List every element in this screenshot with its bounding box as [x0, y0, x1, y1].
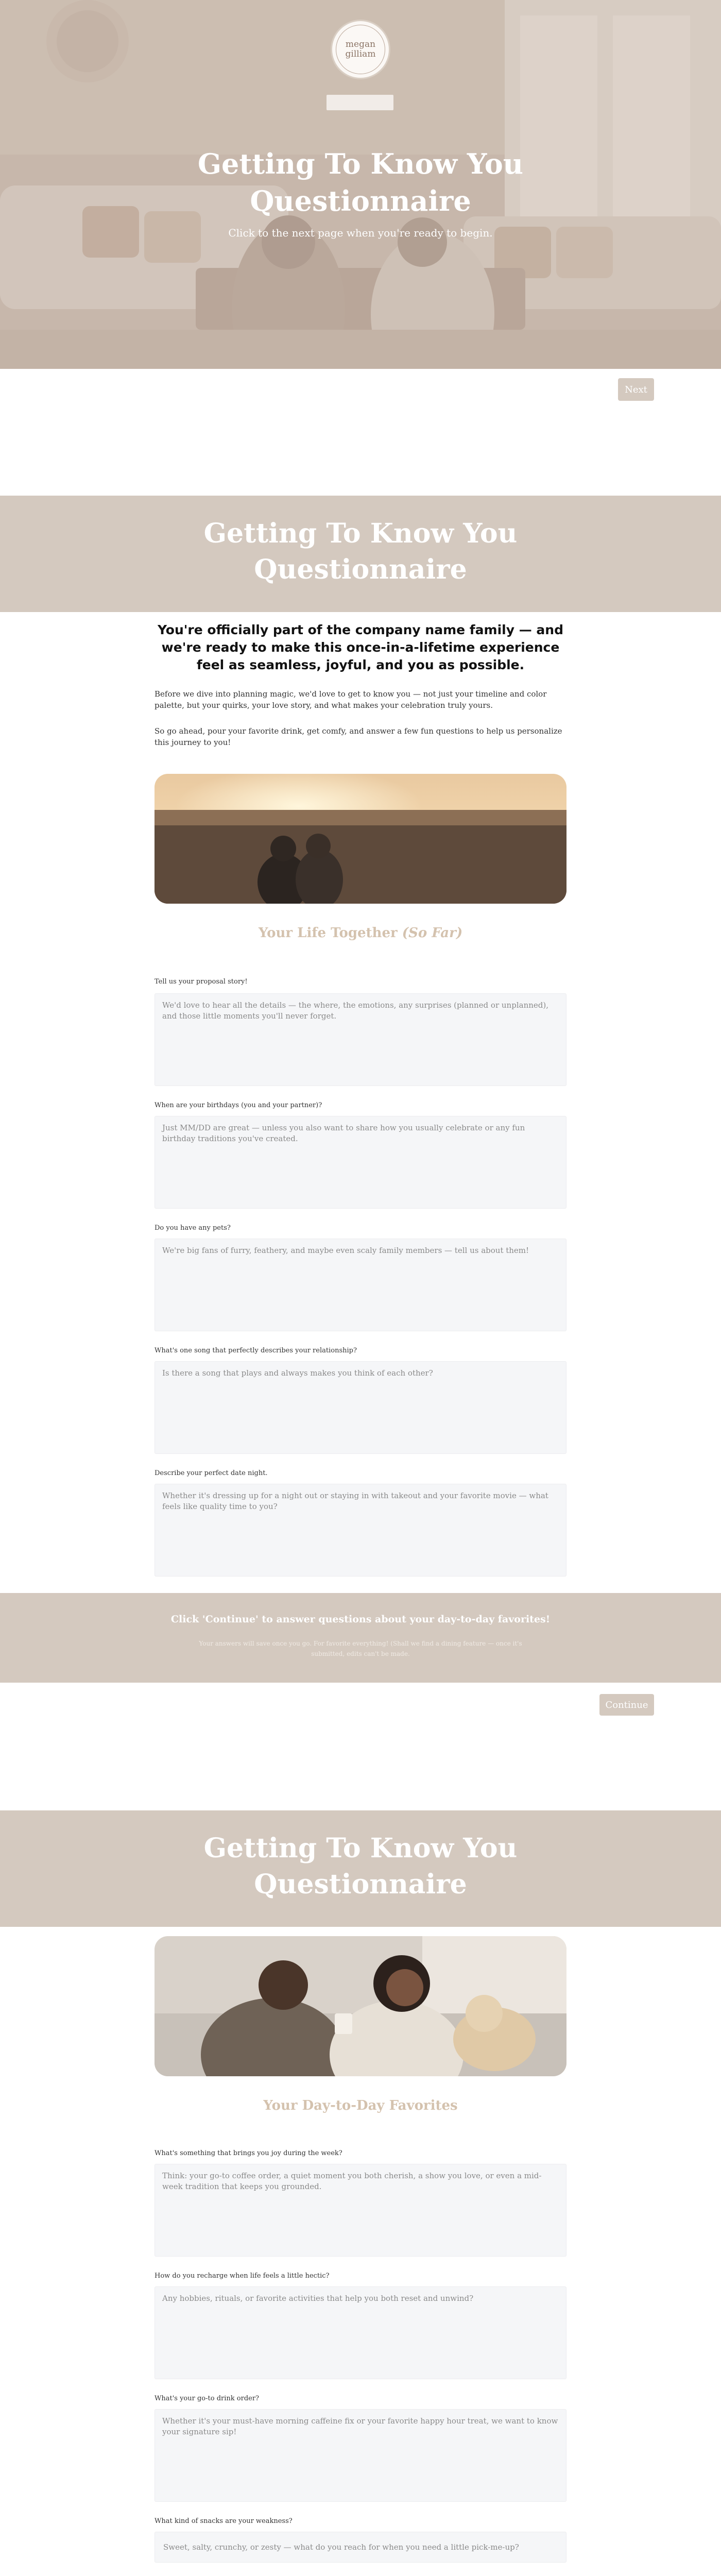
life-together-heading-em: (So Far) — [402, 925, 463, 941]
brand-logo — [331, 20, 390, 79]
couple-with-dog-photo — [154, 1936, 566, 2076]
question-label-song: What's one song that perfectly describes your relationship? — [154, 1347, 357, 1354]
question-label-proposal: Tell us your proposal story! — [154, 978, 248, 986]
continue-button-page-2[interactable]: Continue — [599, 1694, 654, 1716]
page-2-info-bar — [0, 1593, 721, 1683]
hero-section — [0, 0, 721, 369]
logo-line-1: megan — [345, 39, 376, 50]
life-together-heading — [154, 925, 566, 941]
pets-field[interactable] — [154, 1239, 566, 1331]
logo-line-2: gilliam — [345, 49, 376, 59]
day-to-day-heading: Your Day-to-Day Favorites — [263, 2098, 458, 2113]
page-3-banner-title: Getting To Know You Questionnaire — [203, 1833, 518, 1900]
beach-couple-image — [154, 774, 566, 904]
intro-paragraph-2: So go ahead, pour your favorite drink, get comfy, and answer a few fun questions to help us personalize this journey to you! — [154, 726, 562, 747]
brand-logo-ring — [336, 25, 385, 74]
page-3-banner — [0, 1810, 721, 1927]
hero-menu-pill[interactable] — [327, 95, 393, 110]
question-label-weekly-joy: What's something that brings you joy during the week? — [154, 2149, 342, 2157]
date-night-field[interactable] — [154, 1484, 566, 1577]
hero-subtitle: Click to the next page when you're ready to begin. — [228, 227, 493, 239]
question-label-recharge: How do you recharge when life feels a little hectic? — [154, 2272, 330, 2280]
question-label-birthdays: When are your birthdays (you and your partner)? — [154, 1101, 322, 1109]
page-2-banner-title: Getting To Know You Questionnaire — [203, 518, 518, 585]
page-2-banner — [0, 496, 721, 612]
question-label-pets: Do you have any pets? — [154, 1224, 231, 1232]
relationship-song-field[interactable] — [154, 1361, 566, 1454]
life-together-heading-text: Your Life Together — [258, 925, 398, 941]
proposal-story-field[interactable] — [154, 993, 566, 1086]
intro-heading: You're officially part of the company name family — and we're ready to make this once-in-a-lifetime experience feel as seamless, joyful, and you as possible. — [158, 622, 563, 672]
question-label-drink: What's your go-to drink order? — [154, 2395, 260, 2402]
birthdays-field[interactable] — [154, 1116, 566, 1209]
couple-with-dog-image — [154, 1936, 566, 2076]
beach-couple-photo — [154, 774, 566, 904]
page-2-info-title: Click 'Continue' to answer questions about your day-to-day favorites! — [170, 1614, 551, 1625]
drink-order-field[interactable] — [154, 2409, 566, 2502]
next-button[interactable]: Next — [618, 378, 654, 401]
weekly-joy-field[interactable] — [154, 2164, 566, 2257]
page-2-info-note: Your answers will save once you go. For favorite everything! (Shall we find a dining feature — once it's submitted, edits can't be made. — [199, 1640, 522, 1657]
snacks-field[interactable] — [154, 2532, 566, 2563]
recharge-field[interactable] — [154, 2286, 566, 2379]
question-label-snacks: What kind of snacks are your weakness? — [154, 2517, 293, 2525]
intro-paragraph-1: Before we dive into planning magic, we'd love to get to know you — not just your timeline and color palette, but your quirks, your love story, and what makes your celebration truly yours. — [154, 689, 547, 710]
hero-title: Getting To Know You Questionnaire — [197, 147, 524, 217]
question-label-date-night: Describe your perfect date night. — [154, 1469, 268, 1477]
